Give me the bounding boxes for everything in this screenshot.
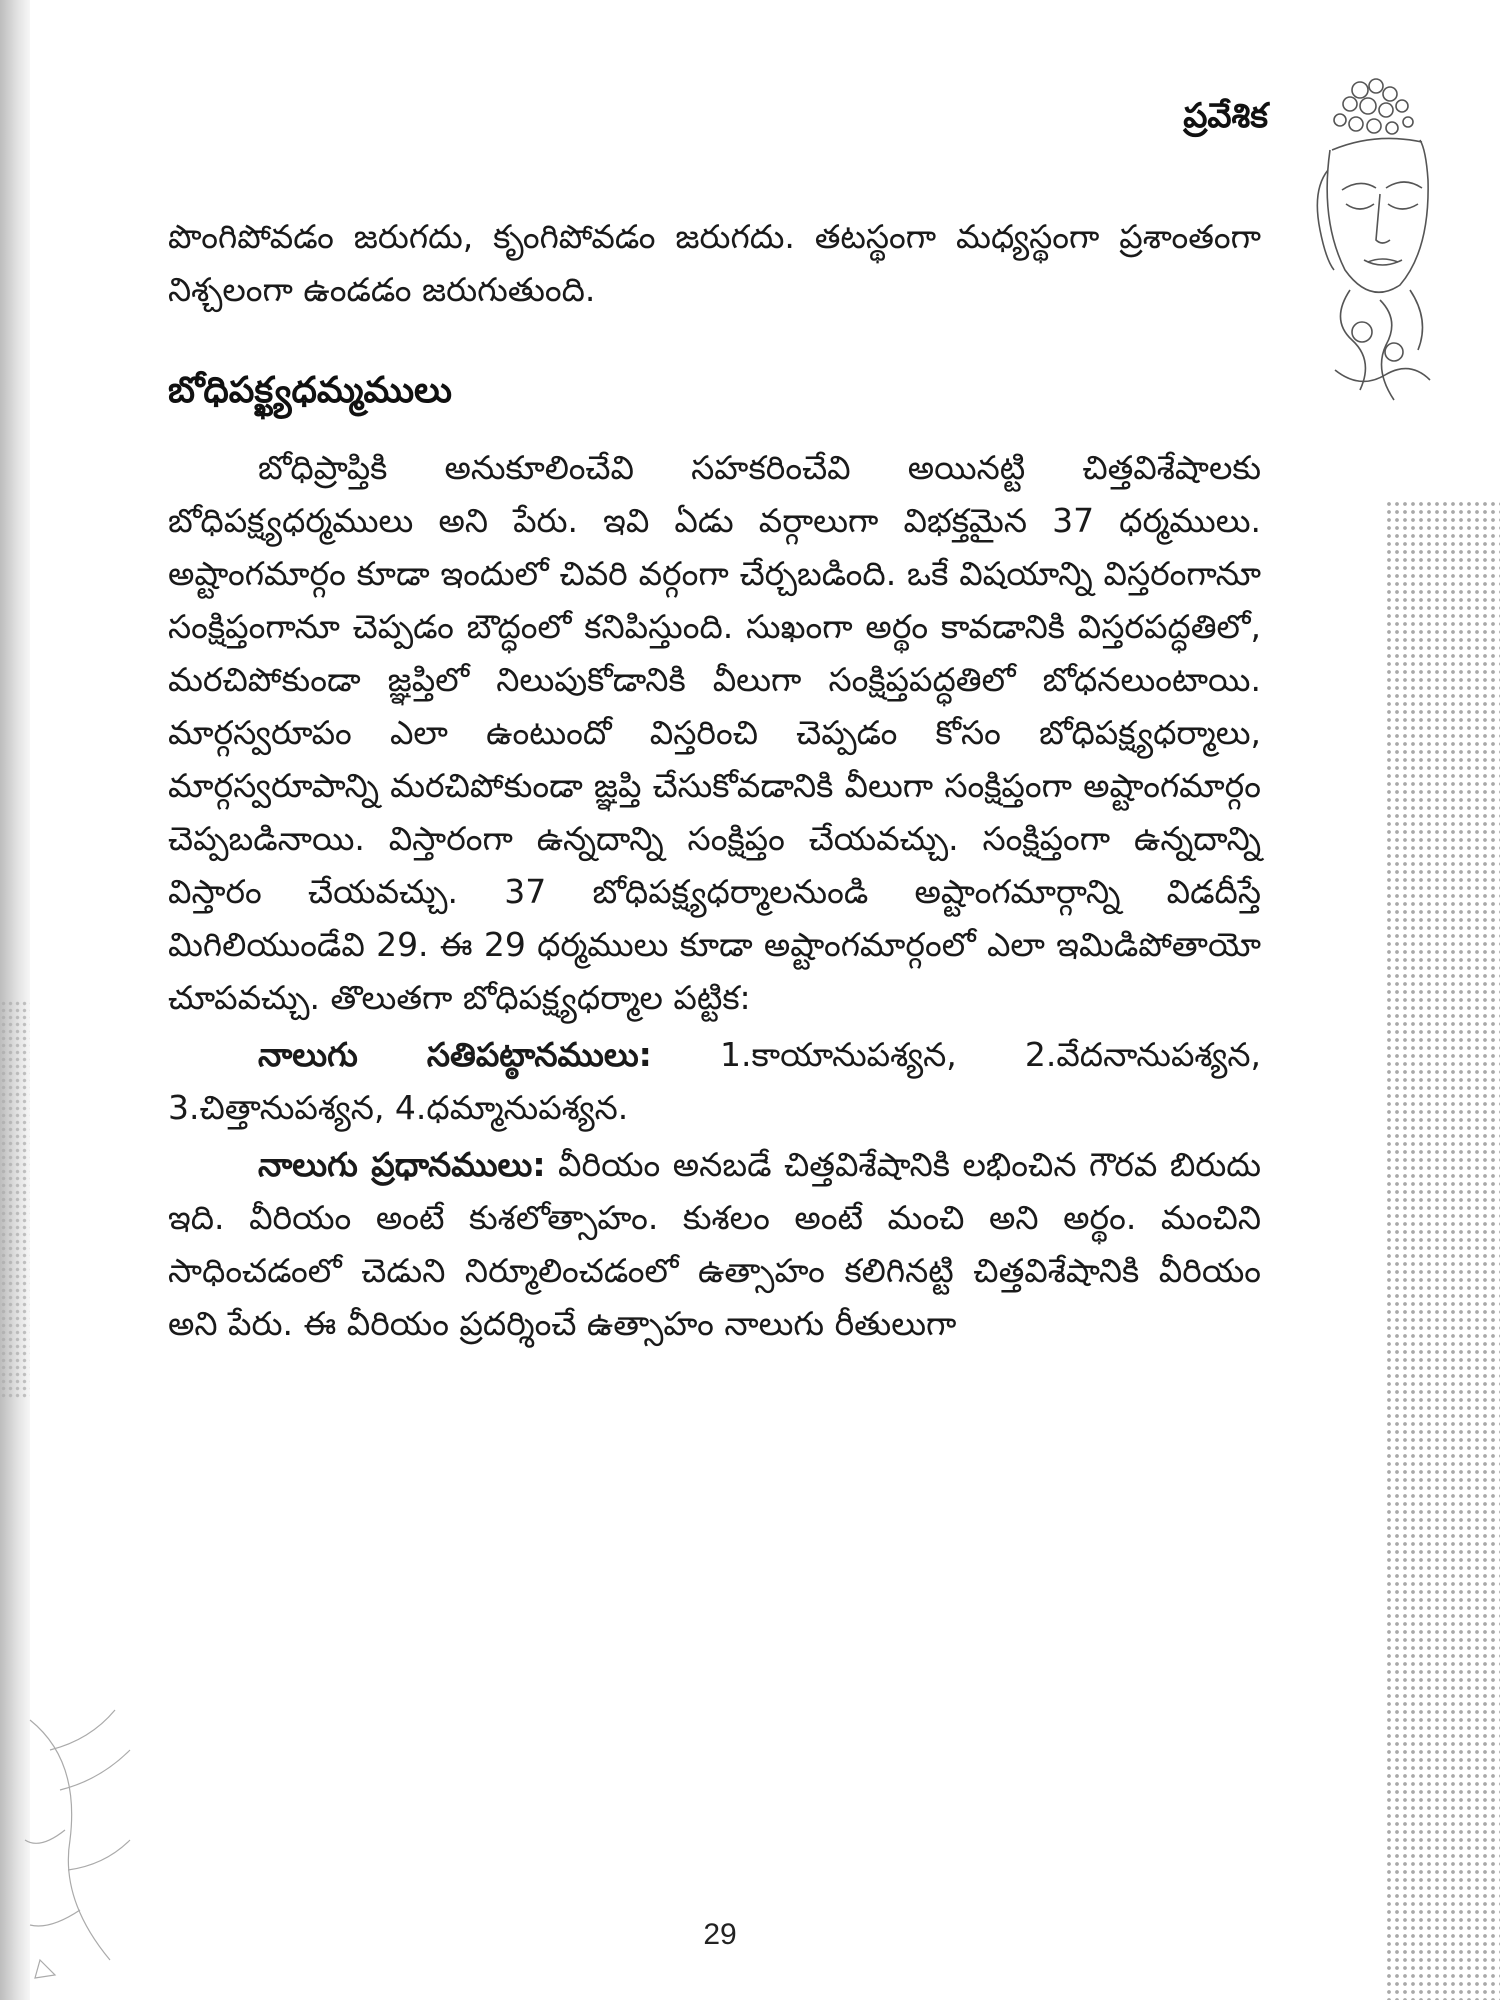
paragraph-2-lead: నాలుగు సతిపట్ఠానములు: bbox=[258, 1035, 652, 1074]
page-body bbox=[168, 210, 1261, 1350]
buddha-face-illustration bbox=[1290, 70, 1450, 430]
section-paragraph-1: బోధిప్రాప్తికి అనుకూలించేవి సహకరించేవి అయినట్టి చిత్తవిశేషాలకు బోధిపక్ష్యధర్మములు అని పేరు. ఇవి ఏడు వర్గాలుగా విభక్తమైన 37 ధర్మములు. అష్టాంగమార్గం కూడా ఇందులో చివరి వర్గంగా చేర్చబడింది. ఒకే విషయాన్ని విస్తరంగానూ సంక్షిప్తంగానూ చెప్పడం బౌద్ధంలో కనిపిస్తుంది. సుఖంగా అర్థం కావడానికి విస్తరపద్ధతిలో, మరచిపోకుండా జ్ఞప్తిలో నిలుపుకోడానికి వీలుగా సంక్షిప్తపద్ధతిలో బోధనలుంటాయి. మార్గస్వరూపం ఎలా ఉంటుందో విస్తరించి చెప్పడం కోసం బోధిపక్ష్యధర్మాలు, మార్గస్వరూపాన్ని మరచిపోకుండా జ్ఞప్తి చేసుకోవడానికి వీలుగా సంక్షిప్తంగా అష్టాంగమార్గం చెప్పబడినాయి. విస్తారంగా ఉన్నదాన్ని సంక్షిప్తం చేయవచ్చు. సంక్షిప్తంగా ఉన్నదాన్ని విస్తారం చేయవచ్చు. 37 బోధిపక్ష్యధర్మాలనుండి అష్టాంగమార్గాన్ని విడదీస్తే మిగిలియుండేవి 29. ఈ 29 ధర్మములు కూడా అష్టాంగమార్గంలో ఎలా ఇమిడిపోతాయో చూపవచ్చు. తొలుతగా బోధిపక్ష్యధర్మాల పట్టిక: bbox=[168, 448, 1261, 1017]
paragraph-2-text: 1.కాయానుపశ్యన, 2.వేదనానుపశ్యన, 3.చిత్తానుపశ్యన, 4.ధమ్మానుపశ్యన. bbox=[168, 1035, 1261, 1127]
page-number: 29 bbox=[703, 1918, 737, 1951]
right-halftone-decoration bbox=[1385, 500, 1500, 2000]
section-paragraph-2 bbox=[168, 1028, 1261, 1134]
left-halftone-decoration bbox=[0, 1000, 30, 1400]
intro-paragraph: పొంగిపోవడం జరుగదు, కృంగిపోవడం జరుగదు. తటస్థంగా మధ్యస్థంగా ప్రశాంతంగా నిశ్చలంగా ఉండడం జరుగుతుంది. bbox=[168, 217, 1261, 309]
section-paragraph-3 bbox=[168, 1138, 1261, 1350]
section-heading: బోధిపక్ఖ్యధమ్మములు bbox=[168, 370, 453, 411]
paragraph-3-text: వీరియం అనబడే చిత్తవిశేషానికి లభించిన గౌరవ బిరుదు ఇది. వీరియం అంటే కుశలోత్సాహం. కుశలం అంటే మంచి అని అర్థం. మంచిని సాధించడంలో చెడుని నిర్మూలించడంలో ఉత్సాహం కలిగినట్టి చిత్తవిశేషానికి వీరియం అని పేరు. ఈ వీరియం ప్రదర్శించే ఉత్సాహం నాలుగు రీతులుగా bbox=[168, 1145, 1261, 1343]
chapter-header-title: ప్రవేశిక bbox=[1183, 96, 1268, 136]
paragraph-3-lead: నాలుగు ప్రధానములు: bbox=[258, 1145, 546, 1184]
